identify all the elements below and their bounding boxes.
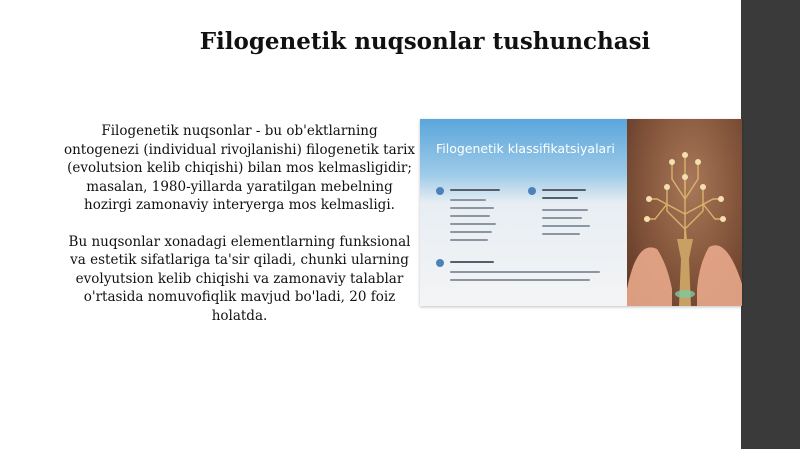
slide-body bbox=[62, 122, 417, 343]
item-1-line bbox=[450, 199, 486, 201]
paragraph-2: Bu nuqsonlar xonadagi elementlarning funksional va estetik sifatlariga ta'sir qiladi, chunki ularning evolyutsion kelib chiqishi va zamonaviy talablar o'rtasida nomuvofiqlik mavjud bo'ladi, 20 foiz holatda. bbox=[68, 233, 411, 324]
item-1-line bbox=[450, 215, 490, 217]
item-1-line bbox=[450, 223, 496, 225]
item-3-heading-line bbox=[450, 261, 494, 263]
classification-heading: Filogenetik klassifikatsiyalari bbox=[436, 141, 615, 156]
item-2-line bbox=[542, 217, 582, 219]
item-1-line bbox=[450, 231, 492, 233]
item-3-line bbox=[450, 271, 600, 273]
item-1-line bbox=[450, 207, 494, 209]
slide-title: Filogenetik nuqsonlar tushunchasi bbox=[199, 28, 651, 55]
bullet-3-icon bbox=[436, 259, 444, 267]
illustration-image bbox=[420, 119, 742, 306]
tree-artwork bbox=[627, 119, 742, 306]
item-2-line bbox=[542, 233, 580, 235]
item-2-heading-line bbox=[542, 189, 586, 191]
item-2-line bbox=[542, 225, 590, 227]
right-side-bar bbox=[741, 0, 800, 449]
item-2-heading-line bbox=[542, 197, 578, 199]
paragraph-1: Filogenetik nuqsonlar - bu ob'ektlarning ontogenezi (individual rivojlanishi) filogenetik tarix (evolutsion kelib chiqishi) bilan mos kelmasligidir; masalan, 1980-yillarda yaratilgan mebelning hozirgi zamonaviy interyerga mos kelmasligi. bbox=[63, 123, 415, 213]
bullet-1-icon bbox=[436, 187, 444, 195]
item-1-heading-line bbox=[450, 189, 500, 191]
classification-panel bbox=[420, 119, 627, 306]
circuit-tree-icon bbox=[627, 119, 742, 306]
item-2-line bbox=[542, 209, 588, 211]
item-1-line bbox=[450, 239, 488, 241]
item-3-line bbox=[450, 279, 590, 281]
bullet-2-icon bbox=[528, 187, 536, 195]
